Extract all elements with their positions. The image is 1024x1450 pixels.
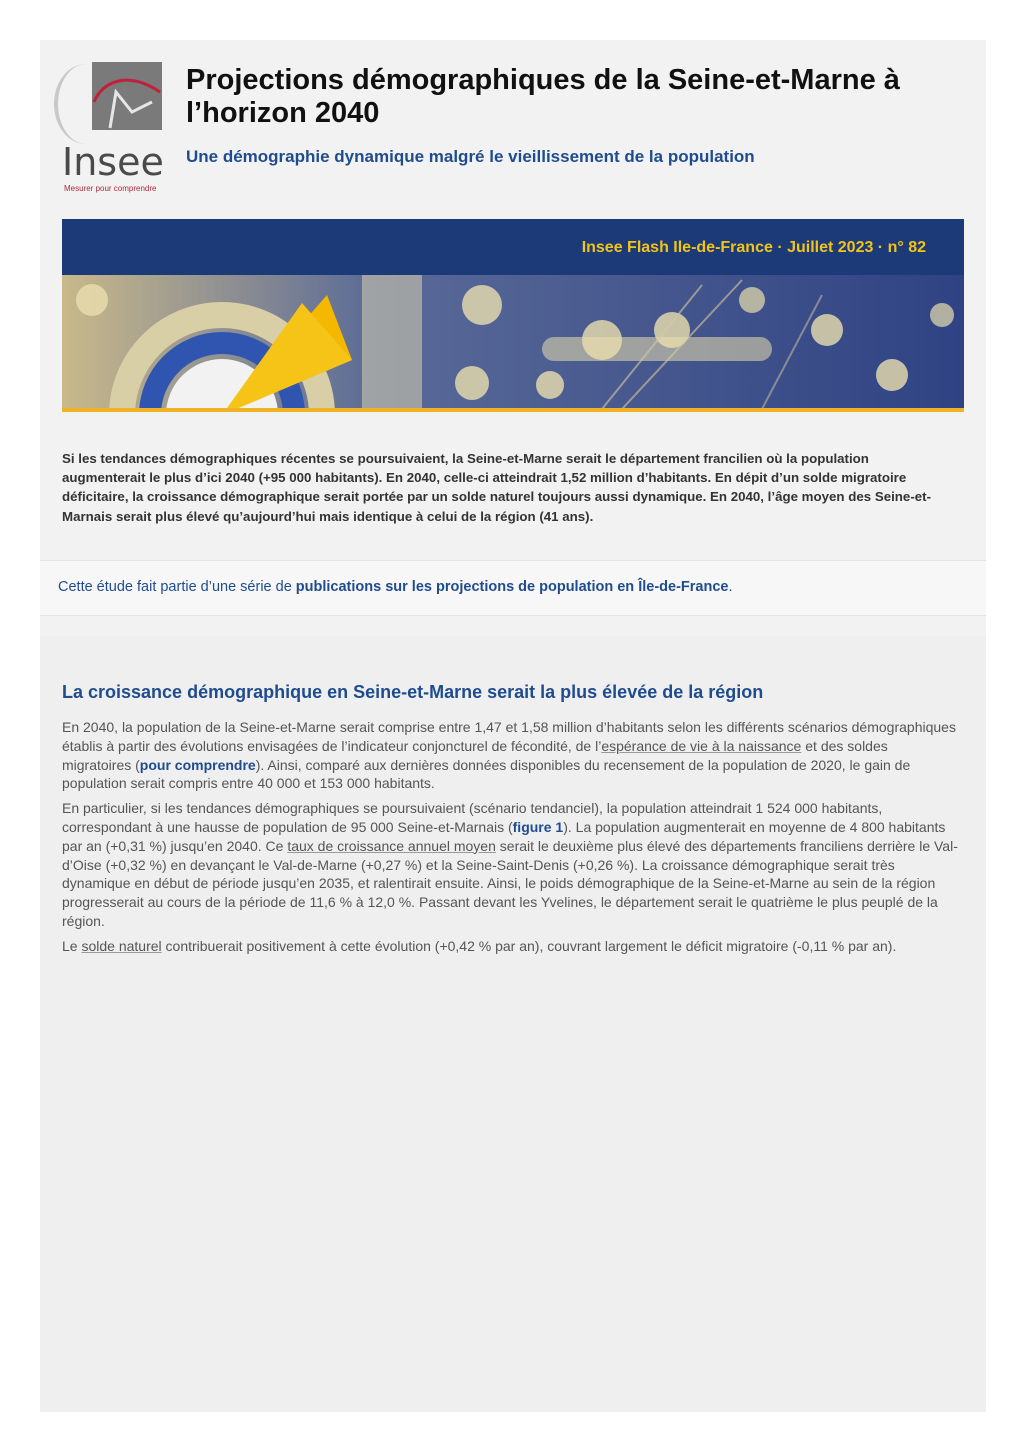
- publication-reference: Insee Flash Ile-de-France · Juillet 2023 · n° 82: [581, 239, 926, 256]
- p1-text-a: En 2040, la population de la Seine-et-Marne serait comprise entre 1,47 et 1,58 million d’habitants selon les différents scénarios démographiques établis à partir des évolutions envisagées de l’indicateur conjoncturel de fécondité, de l’: [62, 719, 956, 754]
- p2-text-a: En particulier, si les tendances démographiques se poursuivaient (scénario tendanciel), la population atteindrait 1 524 000 habitants, correspondant à une hausse de population de 95 000 Seine-et-Marnais (: [62, 800, 883, 835]
- paragraph-1: [62, 718, 960, 793]
- p2-text-c: serait le deuxième plus élevé des départements franciliens derrière le Val-d’Oise (+0,32 %) en devançant le Val-de-Marne (+0,27 %) et la Seine-Saint-Denis (+0,26 %). La croissance démographique serait très dynamique en début de période jusqu’en 2035, et ralentirait ensuite. Ainsi, le poids démographique de la Seine-et-Marne au sein de la région progresserait au cours de la période de 11,6 % à 12,0 %. Passant devant les Yvelines, le département serait le quatrième le plus peuplé de la région.: [62, 837, 958, 929]
- series-note: [40, 560, 986, 616]
- section-heading: La croissance démographique en Seine-et-Marne serait la plus élevée de la région: [62, 682, 764, 702]
- series-link[interactable]: publications sur les projections de population en Île-de-France: [295, 579, 729, 595]
- main-section: [40, 636, 986, 1412]
- series-suffix: .: [728, 579, 733, 595]
- glossary-link-taux[interactable]: taux de croissance annuel moyen: [287, 837, 496, 854]
- figure-1-link[interactable]: figure 1: [512, 818, 564, 835]
- p1-text-c: ). Ainsi, comparé aux dernières données disponibles du recensement de la population de 2020, le gain de population serait compris entre 40 000 et 153 000 habitants.: [62, 756, 911, 792]
- p1-text-b: et des soldes migratoires (: [62, 737, 888, 773]
- paragraph-2: [62, 799, 960, 931]
- logo-word: Insee: [62, 140, 164, 184]
- p3-text-b: contribuerait positivement à cette évolution (+0,42 % par an), couvrant largement le déficit migratoire (-0,11 % par an).: [161, 937, 897, 954]
- pour-comprendre-link[interactable]: pour comprendre: [139, 756, 256, 773]
- banner-accent-line: [62, 408, 964, 412]
- series-prefix: Cette étude fait partie d’une série de: [58, 579, 296, 595]
- logo-arc-icon: [54, 64, 118, 144]
- banner-illustration: [62, 275, 964, 409]
- section-body: [62, 718, 960, 962]
- document-page: [40, 40, 986, 1412]
- lead-paragraph: Si les tendances démographiques récentes se poursuivaient, la Seine-et-Marne serait le département francilien où la population augmenterait le plus d’ici 2040 (+95 000 habitants). En 2040, celle-ci atteindrait 1,52 million d’habitants. En dépit d’un solde migratoire déficitaire, la croissance démographique serait portée par un solde naturel toujours aussi dynamique. En 2040, l’âge moyen des Seine-et-Marnais serait plus élevé qu’aujourd’hui mais identique à celui de la région (41 ans).: [62, 451, 931, 524]
- insee-logo[interactable]: [60, 60, 170, 193]
- banner-artwork-icon: [62, 275, 964, 409]
- logo-tagline: Mesurer pour comprendre: [64, 184, 157, 193]
- publication-banner: [62, 219, 964, 275]
- series-text: [58, 579, 732, 595]
- page-title: Projections démographiques de la Seine-et-Marne à l’horizon 2040: [186, 64, 900, 129]
- p3-text-a: Le: [62, 937, 82, 954]
- glossary-link-esperance[interactable]: espérance de vie à la naissance: [601, 737, 802, 754]
- paragraph-3: [62, 937, 960, 956]
- p2-text-b: ). La population augmenterait en moyenne de 4 800 habitants par an (+0,31 %) jusqu’en 2040. Ce: [62, 818, 946, 854]
- page-subtitle: Une démographie dynamique malgré le vieillissement de la population: [186, 147, 755, 166]
- glossary-link-solde-naturel[interactable]: solde naturel: [81, 937, 162, 954]
